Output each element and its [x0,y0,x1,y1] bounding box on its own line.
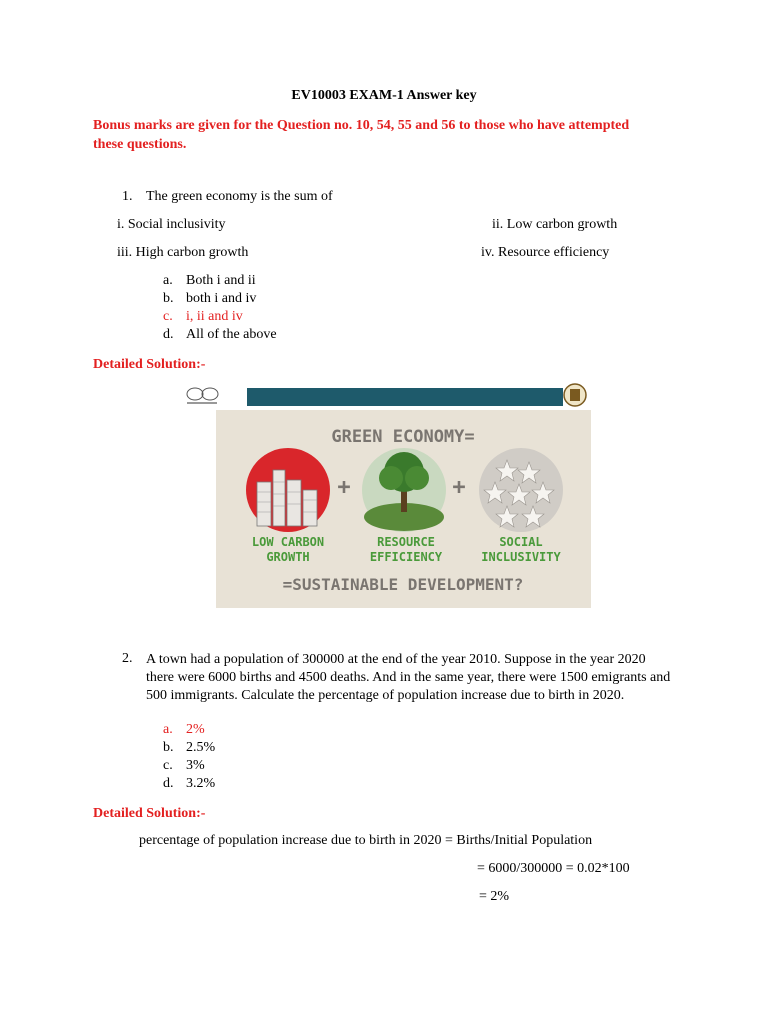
plus-sign-1: + [337,475,351,500]
banner-bar [247,388,563,406]
label-resource-1: RESOURCE [377,535,435,549]
q1-option-b-text: both i and iv [186,291,257,306]
q2-option-a-text-correct: 2% [186,722,205,737]
q1-option-d-text: All of the above [186,327,277,342]
figure-footer: =SUSTAINABLE DEVELOPMENT? [282,575,524,594]
q1-text: The green economy is the sum of [146,189,333,204]
q1-option-c-text-correct: i, ii and iv [186,309,243,324]
q2-option-c-letter: c. [163,758,173,773]
q1-option-c-letter: c. [163,309,173,324]
solution2-line1: percentage of population increase due to birth in 2020 = Births/Initial Population [139,833,593,848]
q1-item-ii: ii. Low carbon growth [492,217,618,232]
q2-number: 2. [122,651,133,666]
q2-option-b-text: 2.5% [186,740,216,755]
q2-option-d-letter: d. [163,776,174,791]
green-economy-figure [177,382,591,608]
q1-option-a-text: Both i and ii [186,273,256,288]
label-social-1: SOCIAL [499,535,543,549]
solution2-line3: = 2% [479,889,510,904]
q2-text: A town had a population of 300000 at the end of the year 2010. Suppose in the year 2020 there were 6000 births and 4500 deaths. And in the same year, there were 1500 emigrants and 500 immigrants. Calculate the percentage of population increase due to birth in 2020. [146,652,671,703]
q1-option-b-letter: b. [163,291,174,306]
q1-item-iii: iii. High carbon growth [117,245,249,260]
figure-title: GREEN ECONOMY= [331,427,475,447]
q1-option-a-letter: a. [163,273,173,288]
social-inclusivity-icon [479,448,563,532]
q1-number: 1. [122,189,133,204]
q1-option-d-letter: d. [163,327,174,342]
low-carbon-growth-icon [246,448,330,532]
label-low-carbon-1: LOW CARBON [251,535,325,549]
bonus-note: Bonus marks are given for the Question no. 10, 54, 55 and 56 to those who have attempted these questions. [93,118,630,152]
solution-heading-2: Detailed Solution:- [93,806,206,821]
q1-item-iv: iv. Resource efficiency [481,245,610,260]
label-social-2: INCLUSIVITY [481,550,561,564]
q2-option-b-letter: b. [163,740,174,755]
solution2-line2: = 6000/300000 = 0.02*100 [477,861,630,876]
label-low-carbon-2: GROWTH [266,550,310,564]
q1-item-i: i. Social inclusivity [117,217,226,232]
resource-efficiency-icon [362,448,446,532]
plus-sign-2: + [452,475,466,500]
q2-option-a-letter: a. [163,722,173,737]
solution-heading-1: Detailed Solution:- [93,357,206,372]
document-title: EV10003 EXAM-1 Answer key [291,88,477,103]
label-resource-2: EFFICIENCY [369,550,443,564]
q2-option-c-text: 3% [186,758,205,773]
emblem-icon [564,384,586,406]
q2-option-d-text: 3.2% [186,776,216,791]
